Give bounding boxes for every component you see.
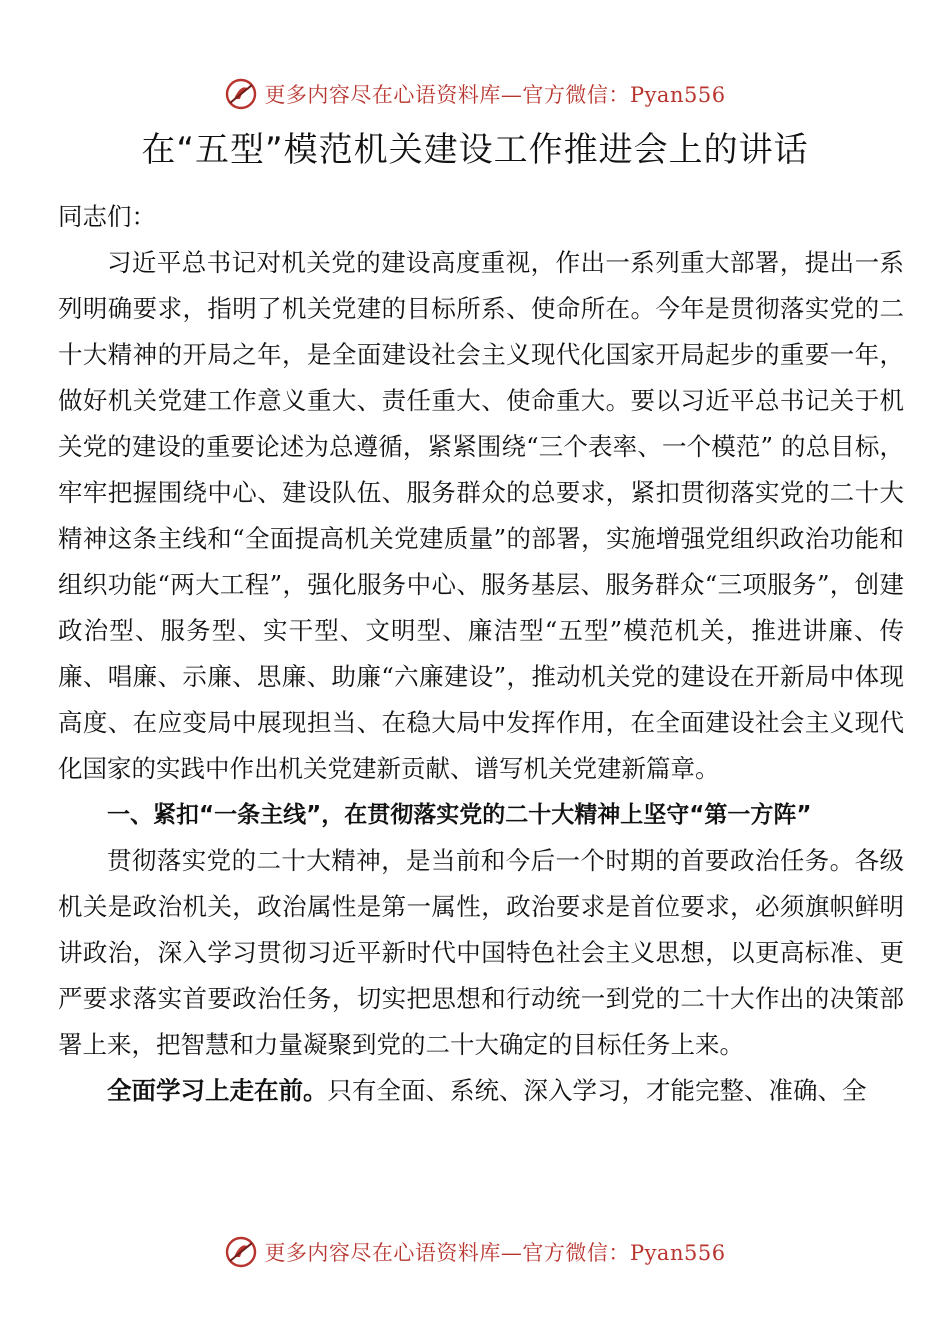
banner-text: 更多内容尽在心语资料库—官方微信：Pyan556 <box>264 83 726 107</box>
paragraph: 贯彻落实党的二十大精神，是当前和今后一个时期的首要政治任务。各级机关是政治机关，政治属性是第一属性，政治要求是首位要求，必须旗帜鲜明讲政治，深入学习贯彻习近平新时代中国特色社会主义思想，以更高标准、更严要求落实首要政治任务，切实把思想和行动统一到党的二十大作出的决策部署上来，把智慧和力量凝聚到党的二十大确定的目标任务上来。 <box>58 846 904 1059</box>
paragraph: 习近平总书记对机关党的建设高度重视，作出一系列重大部署，提出一系列明确要求，指明了机关党建的目标所系、使命所在。今年是贯彻落实党的二十大精神的开局之年，是全面建设社会主义现代化国家开局起步的重要一年，做好机关党建工作意义重大、责任重大、使命重大。要以习近平总书记关于机关党的建设的重要论述为总遵循，紧紧围绕“三个表率、一个模范” 的总目标，牢牢把握围绕中心、建设队伍、服务群众的总要求，紧扣贯彻落实党的二十大精神这条主线和“全面提高机关党建质量”的部署，实施增强党组织政治功能和组织功能“两大工程”，强化服务中心、服务基层、服务群众“三项服务”，创建政治型、服务型、实干型、文明型、廉洁型“五型”模范机关，推进讲廉、传廉、唱廉、示廉、思廉、助廉“六廉建设”，推动机关党的建设在开新局中体现高度、在应变局中展现担当、在稳大局中发挥作用，在全面建设社会主义现代化国家的实践中作出机关党建新贡献、谱写机关党建新篇章。 <box>58 248 904 783</box>
paragraph <box>58 1068 904 1114</box>
salutation: 同志们： <box>58 202 156 231</box>
section-heading: 一、紧扣“一条主线”，在贯彻落实党的二十大精神上坚守“第一方阵” <box>107 802 812 828</box>
paragraph-text: 只有全面、系统、深入学习，才能完整、准确、全 <box>327 1076 867 1105</box>
brand-logo-icon <box>224 1235 258 1269</box>
brand-logo-icon <box>224 77 258 111</box>
header-watermark-banner <box>0 72 950 116</box>
document-body <box>58 194 904 1114</box>
footer-watermark-banner <box>0 1230 950 1274</box>
banner-text: 更多内容尽在心语资料库—官方微信：Pyan556 <box>264 1241 726 1265</box>
paragraph-lead: 全面学习上走在前。 <box>107 1076 328 1105</box>
banner-contact: Pyan556 <box>629 1241 726 1265</box>
document-title: 在“五型”模范机关建设工作推进会上的讲话 <box>141 130 809 170</box>
banner-contact: Pyan556 <box>629 83 726 107</box>
